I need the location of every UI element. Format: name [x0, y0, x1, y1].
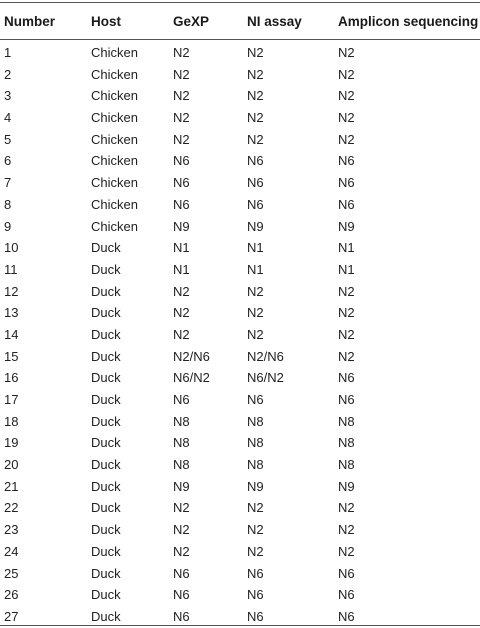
cell-ni-assay: N9: [247, 478, 264, 494]
cell-gexp: N2: [173, 110, 190, 126]
cell-number: 19: [4, 435, 19, 451]
cell-number: 6: [4, 153, 12, 169]
cell-amplicon-sequencing: N2: [338, 543, 355, 559]
table-row: [0, 346, 480, 368]
cell-ni-assay: N9: [247, 218, 264, 234]
cell-host: Chicken: [91, 131, 138, 147]
header-gexp: GeXP: [173, 14, 210, 29]
cell-ni-assay: N2: [247, 45, 264, 60]
cell-host: Duck: [91, 261, 121, 277]
cell-gexp: N2: [173, 131, 190, 147]
cell-host: Duck: [91, 392, 121, 407]
cell-host: Chicken: [91, 45, 138, 60]
cell-gexp: N6: [173, 565, 190, 581]
cell-host: Chicken: [91, 88, 138, 104]
table-row: [0, 42, 480, 64]
table-header-row: [0, 8, 480, 36]
cell-ni-assay: N2: [247, 305, 264, 321]
cell-host: Chicken: [91, 110, 138, 126]
cell-gexp: N2: [173, 88, 190, 104]
cell-number: 10: [4, 240, 19, 256]
cell-amplicon-sequencing: N8: [338, 457, 355, 473]
cell-amplicon-sequencing: N2: [338, 88, 355, 104]
table-row: [0, 367, 480, 389]
cell-number: 16: [4, 370, 19, 386]
cell-number: 23: [4, 522, 19, 538]
cell-ni-assay: N2: [247, 131, 264, 147]
cell-host: Duck: [91, 478, 121, 494]
cell-ni-assay: N8: [247, 413, 264, 429]
cell-gexp: N2: [173, 326, 190, 342]
cell-host: Duck: [91, 305, 121, 321]
cell-amplicon-sequencing: N6: [338, 587, 355, 603]
cell-gexp: N6: [173, 587, 190, 603]
cell-gexp: N6: [173, 175, 190, 191]
cell-number: 12: [4, 283, 19, 299]
cell-gexp: N6: [173, 608, 190, 624]
cell-amplicon-sequencing: N2: [338, 348, 355, 364]
cell-number: 2: [4, 66, 12, 82]
cell-amplicon-sequencing: N9: [338, 218, 355, 234]
cell-number: 1: [4, 45, 12, 60]
cell-number: 7: [4, 175, 12, 191]
cell-host: Duck: [91, 348, 121, 364]
header-host: Host: [91, 14, 121, 29]
table-row: [0, 563, 480, 585]
table-row: [0, 107, 480, 129]
cell-ni-assay: N6/N2: [247, 370, 284, 386]
cell-number: 17: [4, 392, 19, 407]
cell-ni-assay: N2: [247, 543, 264, 559]
table-row: [0, 541, 480, 563]
cell-ni-assay: N6: [247, 565, 264, 581]
cell-ni-assay: N2: [247, 500, 264, 516]
table-row: [0, 281, 480, 303]
cell-gexp: N2: [173, 66, 190, 82]
cell-ni-assay: N6: [247, 608, 264, 624]
table-row: [0, 150, 480, 172]
cell-gexp: N2: [173, 543, 190, 559]
cell-gexp: N6: [173, 392, 190, 407]
cell-amplicon-sequencing: N2: [338, 131, 355, 147]
cell-host: Duck: [91, 370, 121, 386]
table-top-rule: [0, 2, 480, 3]
cell-number: 18: [4, 413, 19, 429]
cell-amplicon-sequencing: N6: [338, 608, 355, 624]
cell-amplicon-sequencing: N6: [338, 392, 355, 407]
table-row: [0, 454, 480, 476]
cell-number: 4: [4, 110, 12, 126]
cell-number: 5: [4, 131, 12, 147]
cell-host: Duck: [91, 500, 121, 516]
cell-amplicon-sequencing: N2: [338, 326, 355, 342]
cell-gexp: N2/N6: [173, 348, 210, 364]
cell-ni-assay: N6: [247, 196, 264, 212]
table-row: [0, 172, 480, 194]
table-row: [0, 324, 480, 346]
table-row: [0, 85, 480, 107]
cell-host: Duck: [91, 543, 121, 559]
table-row: [0, 216, 480, 238]
table-row: [0, 411, 480, 433]
cell-gexp: N2: [173, 522, 190, 538]
cell-host: Duck: [91, 608, 121, 624]
cell-number: 11: [4, 261, 18, 277]
cell-number: 9: [4, 218, 12, 234]
cell-amplicon-sequencing: N8: [338, 413, 355, 429]
table-row: [0, 476, 480, 498]
cell-ni-assay: N2: [247, 66, 264, 82]
cell-amplicon-sequencing: N2: [338, 45, 355, 60]
cell-host: Duck: [91, 283, 121, 299]
cell-gexp: N2: [173, 500, 190, 516]
cell-ni-assay: N2: [247, 326, 264, 342]
cell-gexp: N2: [173, 305, 190, 321]
cell-number: 21: [4, 478, 19, 494]
table-row: [0, 64, 480, 86]
table-row: [0, 194, 480, 216]
cell-ni-assay: N2: [247, 110, 264, 126]
cell-amplicon-sequencing: N2: [338, 283, 355, 299]
cell-amplicon-sequencing: N2: [338, 522, 355, 538]
table-header-rule: [0, 39, 480, 40]
cell-amplicon-sequencing: N6: [338, 196, 355, 212]
cell-number: 3: [4, 88, 12, 104]
cell-gexp: N6/N2: [173, 370, 210, 386]
header-ni-assay: NI assay: [247, 14, 302, 29]
cell-gexp: N6: [173, 196, 190, 212]
cell-gexp: N2: [173, 45, 190, 60]
table-row: [0, 584, 480, 606]
table-row: [0, 432, 480, 454]
cell-ni-assay: N8: [247, 457, 264, 473]
cell-amplicon-sequencing: N6: [338, 565, 355, 581]
cell-amplicon-sequencing: N6: [338, 370, 355, 386]
table-row: [0, 389, 480, 411]
cell-ni-assay: N6: [247, 153, 264, 169]
cell-host: Duck: [91, 326, 121, 342]
cell-ni-assay: N2: [247, 283, 264, 299]
cell-amplicon-sequencing: N2: [338, 66, 355, 82]
table-row: [0, 237, 480, 259]
cell-number: 25: [4, 565, 19, 581]
table-row: [0, 259, 480, 281]
cell-host: Duck: [91, 457, 121, 473]
cell-ni-assay: N2: [247, 522, 264, 538]
header-number: Number: [4, 14, 56, 29]
cell-ni-assay: N2/N6: [247, 348, 284, 364]
cell-number: 15: [4, 348, 19, 364]
cell-gexp: N8: [173, 457, 190, 473]
cell-number: 20: [4, 457, 19, 473]
cell-host: Chicken: [91, 175, 138, 191]
cell-gexp: N6: [173, 153, 190, 169]
cell-host: Duck: [91, 522, 121, 538]
cell-host: Chicken: [91, 218, 138, 234]
cell-amplicon-sequencing: N1: [338, 240, 355, 256]
cell-amplicon-sequencing: N1: [338, 261, 355, 277]
cell-ni-assay: N8: [247, 435, 264, 451]
cell-gexp: N9: [173, 478, 190, 494]
cell-host: Duck: [91, 413, 121, 429]
table-row: [0, 302, 480, 324]
cell-ni-assay: N6: [247, 587, 264, 603]
cell-amplicon-sequencing: N2: [338, 110, 355, 126]
cell-host: Duck: [91, 240, 121, 256]
cell-number: 8: [4, 196, 12, 212]
cell-number: 26: [4, 587, 19, 603]
cell-host: Duck: [91, 587, 121, 603]
cell-number: 24: [4, 543, 19, 559]
cell-gexp: N1: [173, 240, 190, 256]
cell-number: 22: [4, 500, 19, 516]
cell-number: 13: [4, 305, 19, 321]
cell-number: 14: [4, 326, 19, 342]
cell-host: Duck: [91, 435, 121, 451]
cell-gexp: N2: [173, 283, 190, 299]
cell-gexp: N1: [173, 261, 190, 277]
cell-amplicon-sequencing: N2: [338, 500, 355, 516]
cell-gexp: N8: [173, 435, 190, 451]
cell-amplicon-sequencing: N9: [338, 478, 355, 494]
cell-ni-assay: N6: [247, 175, 264, 191]
cell-ni-assay: N6: [247, 392, 264, 407]
cell-amplicon-sequencing: N6: [338, 175, 355, 191]
cell-host: Chicken: [91, 196, 138, 212]
cell-gexp: N8: [173, 413, 190, 429]
table-row: [0, 497, 480, 519]
cell-ni-assay: N2: [247, 88, 264, 104]
cell-ni-assay: N1: [247, 261, 264, 277]
cell-host: Chicken: [91, 153, 138, 169]
table-row: [0, 519, 480, 541]
cell-host: Chicken: [91, 66, 138, 82]
table-row: [0, 129, 480, 151]
cell-amplicon-sequencing: N8: [338, 435, 355, 451]
cell-amplicon-sequencing: N2: [338, 305, 355, 321]
table-body: [0, 42, 480, 628]
cell-ni-assay: N1: [247, 240, 264, 256]
cell-gexp: N9: [173, 218, 190, 234]
cell-host: Duck: [91, 565, 121, 581]
cell-amplicon-sequencing: N6: [338, 153, 355, 169]
cell-number: 27: [4, 608, 19, 624]
header-amplicon-sequencing: Amplicon sequencing: [338, 14, 479, 29]
